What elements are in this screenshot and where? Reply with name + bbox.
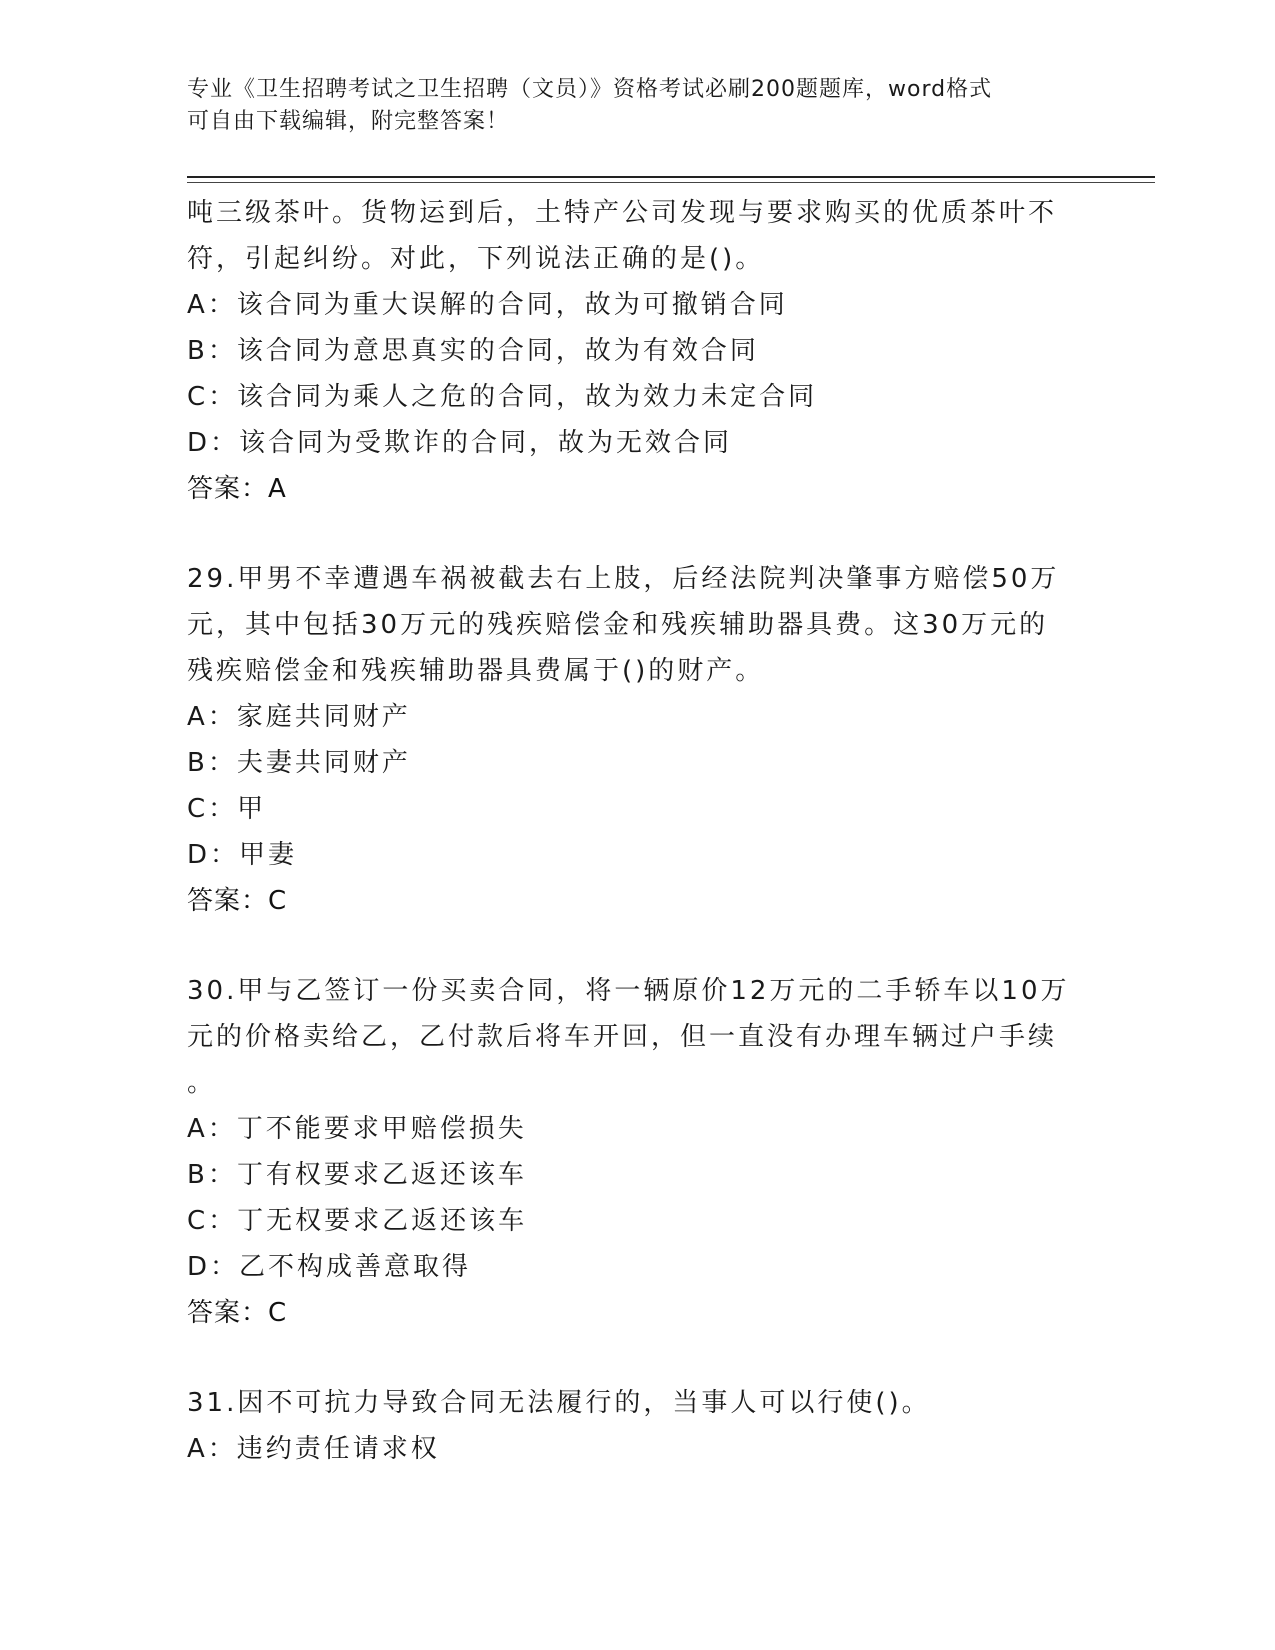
option-a: A：该合同为重大误解的合同，故为可撤销合同 (187, 290, 788, 320)
header-divider-thin (187, 182, 1155, 183)
header-line-2: 可自由下载编辑，附完整答案！ (187, 109, 510, 134)
question-stem-line: 符，引起纠纷。对此，下列说法正确的是()。 (187, 244, 765, 274)
question-stem-line: 残疾赔偿金和残疾辅助器具费属于()的财产。 (187, 656, 765, 686)
header-divider-thick (187, 176, 1155, 178)
option-b: B：该合同为意思真实的合同，故为有效合同 (187, 336, 759, 366)
document-header (187, 74, 1087, 138)
question-30 (187, 968, 1070, 1336)
question-stem-line: 31.因不可抗力导致合同无法履行的，当事人可以行使()。 (187, 1388, 931, 1418)
question-stem-line: 。 (187, 1068, 217, 1098)
question-31 (187, 1380, 1067, 1472)
question-stem-line: 元的价格卖给乙，乙付款后将车开回，但一直没有办理车辆过户手续 (187, 1022, 1058, 1052)
option-c: C：丁无权要求乙返还该车 (187, 1206, 528, 1236)
option-b: B：丁有权要求乙返还该车 (187, 1160, 527, 1190)
question-stem-line: 元，其中包括30万元的残疾赔偿金和残疾辅助器具费。这30万元的 (187, 610, 1049, 640)
question-stem-line: 29.甲男不幸遭遇车祸被截去右上肢，后经法院判决肇事方赔偿50万 (187, 564, 1060, 594)
answer-label: 答案：A (187, 474, 287, 504)
question-stem-line: 吨三级茶叶。货物运到后，土特产公司发现与要求购买的优质茶叶不 (187, 198, 1058, 228)
answer-label: 答案：C (187, 886, 288, 916)
question-stem-line: 30.甲与乙签订一份买卖合同，将一辆原价12万元的二手轿车以10万 (187, 976, 1070, 1006)
option-a: A：家庭共同财产 (187, 702, 411, 732)
question-29 (187, 556, 1067, 924)
question-28 (187, 190, 1067, 512)
option-d: D：该合同为受欺诈的合同，故为无效合同 (187, 428, 733, 458)
option-a: A：丁不能要求甲赔偿损失 (187, 1114, 527, 1144)
header-line-1: 专业《卫生招聘考试之卫生招聘（文员）》资格考试必刷200题题库，word格式 (187, 77, 993, 102)
answer-label: 答案：C (187, 1298, 288, 1328)
option-d: D：乙不构成善意取得 (187, 1252, 472, 1282)
question-content (187, 190, 1070, 1472)
option-d: D：甲妻 (187, 840, 298, 870)
option-c: C：甲 (187, 794, 267, 824)
option-b: B：夫妻共同财产 (187, 748, 411, 778)
option-a: A：违约责任请求权 (187, 1434, 440, 1464)
option-c: C：该合同为乘人之危的合同，故为效力未定合同 (187, 382, 818, 412)
